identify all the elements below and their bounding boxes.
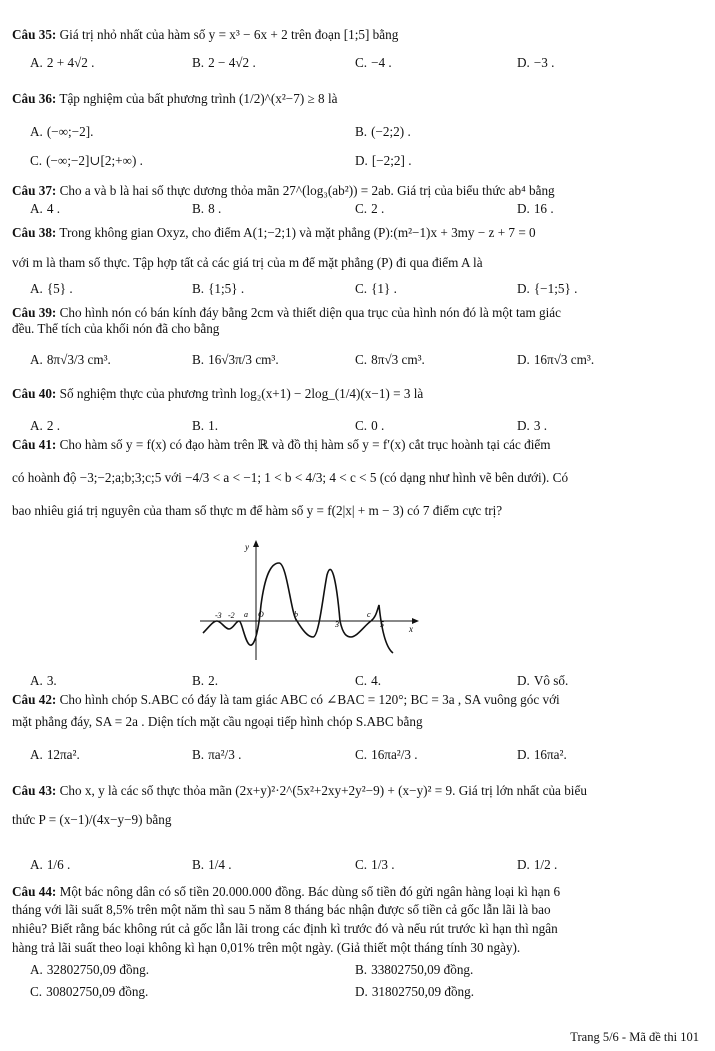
derivative-graph — [195, 535, 425, 665]
q39-option-c[interactable]: C. 8π√3 cm³. — [355, 352, 425, 367]
q39-option-a[interactable]: A. 8π√3/3 cm³. — [30, 352, 111, 367]
tick-3: 3 — [335, 620, 339, 629]
q43-option-c[interactable]: C. 1/3 . — [355, 857, 395, 872]
q40-option-d[interactable]: D. 3 . — [517, 418, 548, 433]
q36-option-d[interactable]: D. [−2;2] . — [355, 153, 412, 168]
q38-option-d[interactable]: D. {−1;5} . — [517, 281, 578, 296]
q41-text: Cho hàm số y = f(x) có đạo hàm trên ℝ và đồ thị hàm số y = f′(x) cắt trục hoành tại các điểm — [59, 437, 551, 452]
q40-option-b[interactable]: B. 1. — [192, 418, 218, 433]
question-41: Câu 41: Cho hàm số y = f(x) có đạo hàm trên ℝ và đồ thị hàm số y = f′(x) cắt trục hoành tại các điểm — [12, 437, 551, 452]
q36-option-c[interactable]: C. (−∞;−2]∪[2;+∞) . — [30, 153, 143, 168]
q44-text-line2: tháng với lãi suất 8,5% trên một năm thì sau 5 năm 8 tháng bác nhận được số tiền cả gốc lẫn lãi là bao — [12, 902, 551, 917]
q42-text: Cho hình chóp S.ABC có đáy là tam giác ABC có ∠BAC = 120°; BC = 3a , SA vuông góc với — [59, 692, 560, 707]
q38-option-b[interactable]: B. {1;5} . — [192, 281, 245, 296]
q43-option-b[interactable]: B. 1/4 . — [192, 857, 232, 872]
q41-option-a[interactable]: A. 3. — [30, 673, 57, 688]
q35-option-c[interactable]: C. −4 . — [355, 55, 392, 70]
question-44: Câu 44: Một bác nông dân có số tiền 20.000.000 đồng. Bác dùng số tiền đó gửi ngân hàng loại kì hạn 6 — [12, 884, 561, 899]
q41-option-c[interactable]: C. 4. — [355, 673, 381, 688]
q35-option-d[interactable]: D. −3 . — [517, 55, 555, 70]
q41-option-d[interactable]: D. Vô số. — [517, 673, 569, 688]
q42-option-d[interactable]: D. 16πa². — [517, 747, 567, 762]
q35-option-a[interactable]: A. 2 + 4√2 . — [30, 55, 95, 70]
q38-text-line2: với m là tham số thực. Tập hợp tất cả các giá trị của m để mặt phẳng (P) đi qua điểm A là — [12, 255, 483, 270]
q42-option-c[interactable]: C. 16πa²/3 . — [355, 747, 418, 762]
q37-option-b[interactable]: B. 8 . — [192, 201, 222, 216]
q36-option-b[interactable]: B. (−2;2) . — [355, 124, 411, 139]
x-axis-arrow-icon — [412, 618, 419, 624]
q44-text: Một bác nông dân có số tiền 20.000.000 đồng. Bác dùng số tiền đó gửi ngân hàng loại kì hạn 6 — [59, 884, 561, 899]
question-42: Câu 42: Cho hình chóp S.ABC có đáy là tam giác ABC có ∠BAC = 120°; BC = 3a , SA vuông góc với — [12, 692, 560, 707]
question-38: Câu 38: Trong không gian Oxyz, cho điểm A(1;−2;1) và mặt phẳng (P):(m²−1)x + 3my − z + 7 = 0 — [12, 225, 536, 240]
q44-option-c[interactable]: C. 30802750,09 đồng. — [30, 984, 149, 999]
q43-option-d[interactable]: D. 1/2 . — [517, 857, 558, 872]
q41-text-line2: có hoành độ −3;−2;a;b;3;c;5 với −4/3 < a < −1; 1 < b < 4/3; 4 < c < 5 (có dạng như hình vẽ bên dưới). Có — [12, 470, 569, 485]
tick-b: b — [294, 610, 298, 619]
q35-option-b[interactable]: B. 2 − 4√2 . — [192, 55, 256, 70]
q40-text: Số nghiệm thực của phương trình log₂(x+1) − 2log_(1/4)(x−1) = 3 là — [59, 386, 424, 401]
tick-a: a — [244, 610, 248, 619]
q41-text-line3: bao nhiêu giá trị nguyên của tham số thực m để hàm số y = f(2|x| + m − 3) có 7 điểm cực trị? — [12, 503, 503, 518]
origin-label: O — [258, 610, 264, 619]
q39-text: Cho hình nón có bán kính đáy bằng 2cm và thiết diện qua trục của hình nón đó là một tam giác — [59, 305, 562, 320]
y-axis-arrow-icon — [253, 540, 259, 547]
page-footer: Trang 5/6 - Mã đề thi 101 — [570, 1030, 699, 1044]
question-40: Câu 40: Số nghiệm thực của phương trình log₂(x+1) − 2log_(1/4)(x−1) = 3 là — [12, 386, 424, 401]
q37-option-d[interactable]: D. 16 . — [517, 201, 554, 216]
q43-text-line2: thức P = (x−1)/(4x−y−9) bằng — [12, 812, 172, 827]
tick-5: 5 — [380, 620, 384, 629]
q37-text: Cho a và b là hai số thực dương thỏa mãn 27^(log₃(ab²)) = 2ab. Giá trị của biểu thức ab⁴ bằng — [59, 183, 555, 198]
q37-option-a[interactable]: A. 4 . — [30, 201, 61, 216]
tick-neg2: -2 — [228, 611, 235, 620]
q36-text: Tập nghiệm của bất phương trình (1/2)^(x²−7) ≥ 8 là — [59, 91, 338, 106]
question-37: Câu 37: Cho a và b là hai số thực dương thỏa mãn 27^(log₃(ab²)) = 2ab. Giá trị của biểu thức ab⁴ bằng — [12, 183, 555, 198]
question-35: Câu 35: Giá trị nhỏ nhất của hàm số y = x³ − 6x + 2 trên đoạn [1;5] bằng — [12, 27, 399, 42]
q41-option-b[interactable]: B. 2. — [192, 673, 218, 688]
q42-option-b[interactable]: B. πa²/3 . — [192, 747, 242, 762]
q44-text-line3: nhiêu? Biết rằng bác không rút cả gốc lẫn lãi trong các định kì trước đó và nếu rút trước kì hạn thì ngân — [12, 921, 558, 936]
q44-text-line4: hàng trả lãi suất theo loại không kì hạn 0,01% trên một ngày. (Giả thiết một tháng tính 30 ngày). — [12, 940, 521, 955]
q39-text-line2: đều. Thể tích của khối nón đã cho bằng — [12, 321, 220, 336]
q40-option-a[interactable]: A. 2 . — [30, 418, 61, 433]
q38-text: Trong không gian Oxyz, cho điểm A(1;−2;1) và mặt phẳng (P):(m²−1)x + 3my − z + 7 = 0 — [59, 225, 536, 240]
tick-c: c — [367, 610, 371, 619]
x-axis-label: x — [409, 624, 413, 634]
q44-option-a[interactable]: A. 32802750,09 đồng. — [30, 962, 150, 977]
q43-text: Cho x, y là các số thực thỏa mãn (2x+y)²·2^(5x²+2xy+2y²−9) + (x−y)² = 9. Giá trị lớn nhất của biểu — [59, 783, 587, 798]
q37-option-c[interactable]: C. 2 . — [355, 201, 385, 216]
q42-text-line2: mặt phẳng đáy, SA = 2a . Diện tích mặt cầu ngoại tiếp hình chóp S.ABC bằng — [12, 714, 423, 729]
question-36: Câu 36: Tập nghiệm của bất phương trình (1/2)^(x²−7) ≥ 8 là — [12, 91, 338, 106]
q40-option-c[interactable]: C. 0 . — [355, 418, 385, 433]
q39-option-d[interactable]: D. 16π√3 cm³. — [517, 352, 595, 367]
q38-option-a[interactable]: A. {5} . — [30, 281, 73, 296]
q42-option-a[interactable]: A. 12πa². — [30, 747, 80, 762]
question-43: Câu 43: Cho x, y là các số thực thỏa mãn (2x+y)²·2^(5x²+2xy+2y²−9) + (x−y)² = 9. Giá trị lớn nhất của biểu — [12, 783, 587, 798]
derivative-curve — [203, 563, 393, 653]
q43-option-a[interactable]: A. 1/6 . — [30, 857, 71, 872]
q44-option-d[interactable]: D. 31802750,09 đồng. — [355, 984, 475, 999]
question-39: Câu 39: Cho hình nón có bán kính đáy bằng 2cm và thiết diện qua trục của hình nón đó là một tam giác — [12, 305, 562, 320]
q36-option-a[interactable]: A. (−∞;−2]. — [30, 124, 94, 139]
tick-neg3: -3 — [215, 611, 222, 620]
y-axis-label: y — [245, 542, 249, 552]
q35-text: Giá trị nhỏ nhất của hàm số y = x³ − 6x + 2 trên đoạn [1;5] bằng — [59, 27, 399, 42]
q39-option-b[interactable]: B. 16√3π/3 cm³. — [192, 352, 279, 367]
q38-option-c[interactable]: C. {1} . — [355, 281, 397, 296]
q44-option-b[interactable]: B. 33802750,09 đồng. — [355, 962, 474, 977]
